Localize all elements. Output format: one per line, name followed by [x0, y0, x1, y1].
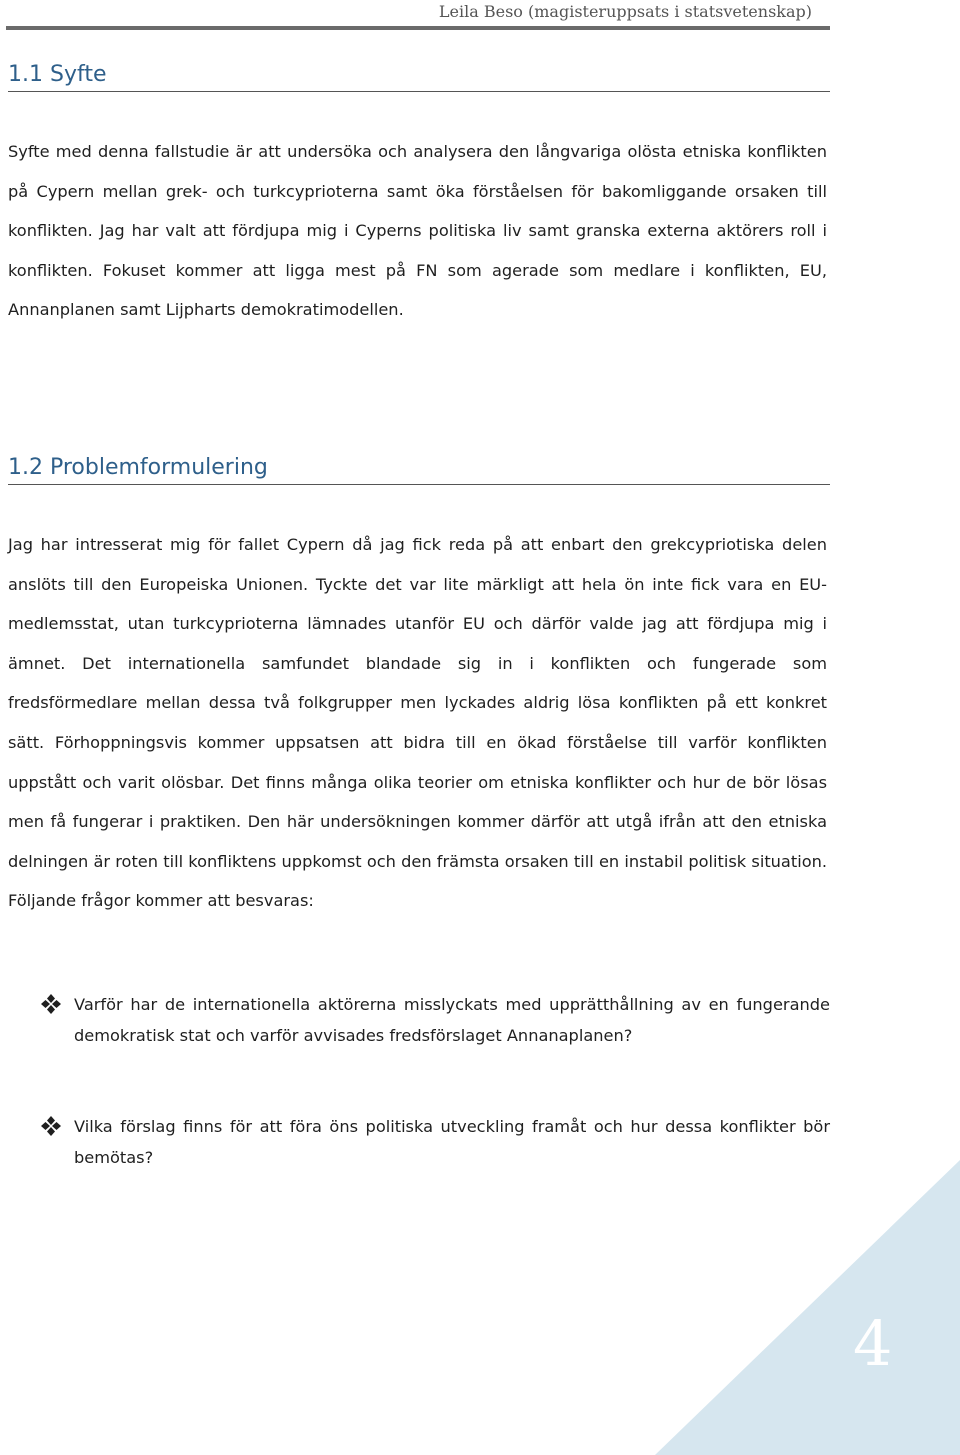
header-rule [6, 26, 830, 30]
page-corner-decoration [655, 1160, 960, 1455]
section-title-syfte: 1.1 Syfte [8, 62, 830, 92]
section-title-problemformulering: 1.2 Problemformulering [8, 455, 830, 485]
four-diamond-bullet-icon [40, 1115, 62, 1137]
paragraph-problemformulering: Jag har intresserat mig för fallet Cypern då jag fick reda på att enbart den grekcypriotiska delen anslöts till den Europeiska Unionen. Tyckte det var lite märkligt att hela ön inte fick vara en EU-medlemsstat, utan turkcyprioterna lämnades utanför EU och därför valde jag att fördjupa mig i ämnet. Det internationella samfundet blandade sig in i konflikten och fungerade som fredsförmedlare mellan dessa två folkgrupper men lyckades aldrig lösa konflikten på ett konkret sätt. Förhoppningsvis kommer uppsatsen att bidra till en ökad förståelse till varför konflikten uppstått och varit olösbar. Det finns många olika teorier om etniska konflikter och hur de bör lösas men få fungerar i praktiken. Den här undersökningen kommer därför att utgå ifrån att den etniska delningen är roten till konfliktens uppkomst och den främsta orsaken till en instabil politisk situation. Följande frågor kommer att besvaras: [8, 535, 827, 911]
paragraph-syfte: Syfte med denna fallstudie är att undersöka och analysera den långvariga olösta etniska konflikten på Cypern mellan grek- och turkcyprioterna samt öka förståelsen för bakomliggande orsaken till konflikten. Jag har valt att fördjupa mig i Cyperns politiska liv samt granska externa aktörers roll i konflikten. Fokuset kommer att ligga mest på FN som agerade som medlare i konflikten, EU, Annanplanen samt Lijpharts demokratimodellen. [8, 142, 827, 320]
question-text: Vilka förslag finns för att föra öns politiska utveckling framåt och hur dessa konflikter bör bemötas? [74, 1117, 830, 1167]
page-number: 4 [853, 1307, 893, 1380]
question-text: Varför har de internationella aktörerna misslyckats med upprätthållning av en fungerande demokratisk stat och varför avvisades fredsförslaget Annanaplanen? [74, 995, 830, 1045]
question-list-item [40, 989, 830, 1051]
header-text: Leila Beso (magisteruppsats i statsvetenskap) [438, 2, 812, 21]
four-diamond-bullet-icon [40, 993, 62, 1015]
running-header [0, 0, 830, 30]
